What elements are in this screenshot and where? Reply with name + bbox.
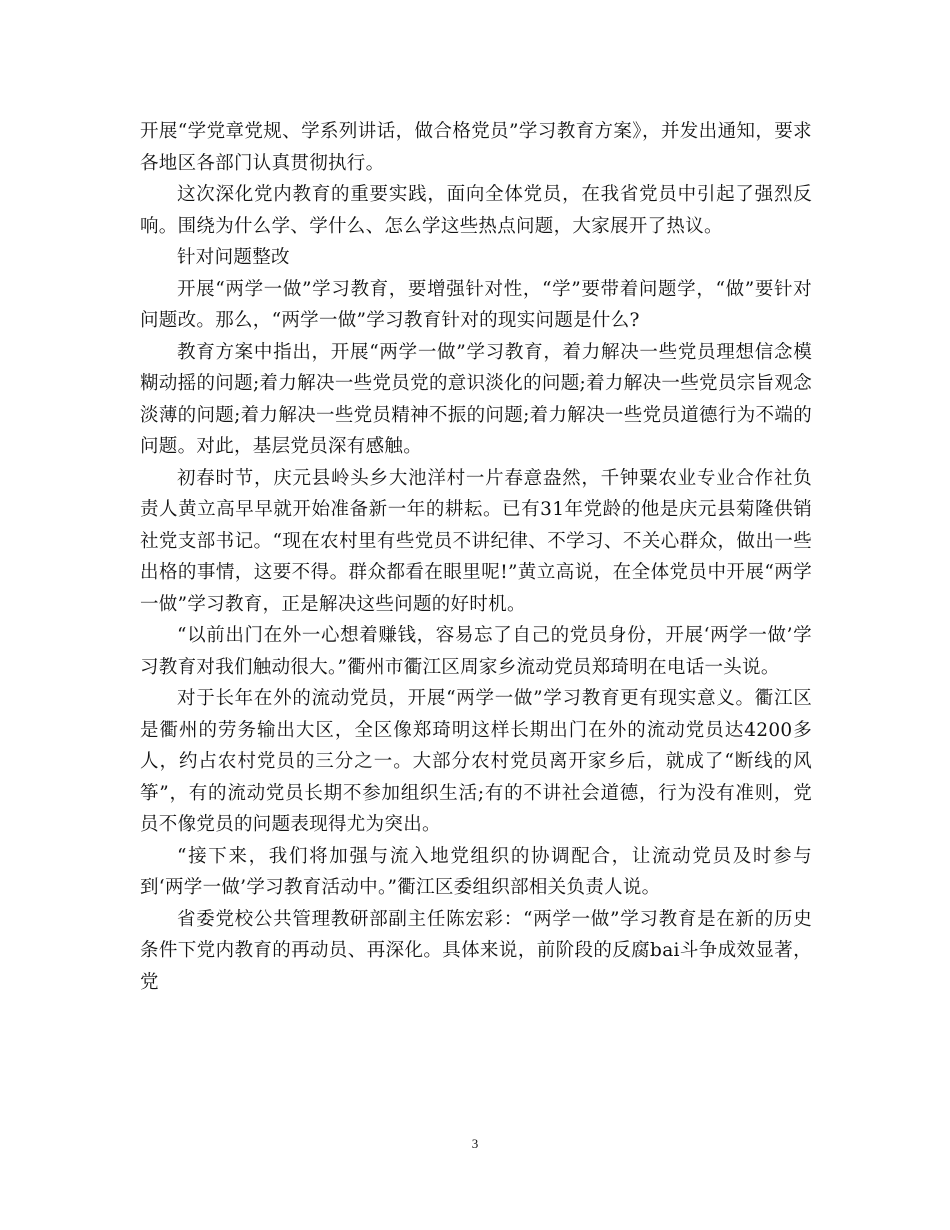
- paragraph-9: 省委党校公共管理教研部副主任陈宏彩：“两学一做”学习教育是在新的历史条件下党内教育的再动员、再深化。具体来说，前阶段的反腐bai斗争成效显著，党: [140, 908, 812, 993]
- section-heading: 针对问题整改: [177, 247, 290, 268]
- body-text: [140, 116, 812, 998]
- paragraph-3: 开展“两学一做”学习教育，要增强针对性，“学”要带着问题学，“做”要针对问题改。那么，“两学一做”学习教育针对的现实问题是什么?: [140, 278, 812, 331]
- paragraph-5: 初春时节，庆元县岭头乡大池洋村一片春意盎然，千钟粟农业专业合作社负责人黄立高早早就开始准备新一年的耕耘。已有31年党龄的他是庆元县菊隆供销社党支部书记。“现在农村里有些党员不讲纪律、不学习、不关心群众，做出一些出格的事情，这要不得。群众都看在眼里呢!”黄立高说，在全体党员中开展“两学一做”学习教育，正是解决这些问题的好时机。: [140, 467, 812, 615]
- paragraph-1: 开展“学党章党规、学系列讲话，做合格党员”学习教育方案》，并发出通知，要求各地区各部门认真贯彻执行。: [140, 121, 812, 174]
- page-number: 3: [471, 1136, 479, 1151]
- paragraph-6: “以前出门在外一心想着赚钱，容易忘了自己的党员身份，开展‘两学一做’学习教育对我们触动很大。”衢州市衢江区周家乡流动党员郑琦明在电话一头说。: [140, 625, 812, 678]
- paragraph-8: “接下来，我们将加强与流入地党组织的协调配合，让流动党员及时参与到‘两学一做’学习教育活动中。”衢江区委组织部相关负责人说。: [140, 845, 812, 898]
- paragraph-4: 教育方案中指出，开展“两学一做”学习教育，着力解决一些党员理想信念模糊动摇的问题;着力解决一些党员党的意识淡化的问题;着力解决一些党员宗旨观念淡薄的问题;着力解决一些党员精神不振的问题;着力解决一些党员道德行为不端的问题。对此，基层党员深有感触。: [140, 341, 812, 457]
- paragraph-2: 这次深化党内教育的重要实践，面向全体党员，在我省党员中引起了强烈反响。围绕为什么学、学什么、怎么学这些热点问题，大家展开了热议。: [140, 184, 812, 237]
- paragraph-7: 对于长年在外的流动党员，开展“两学一做”学习教育更有现实意义。衢江区是衢州的劳务输出大区，全区像郑琦明这样长期出门在外的流动党员达4200多人，约占农村党员的三分之一。大部分农村党员离开家乡后，就成了“断线的风筝”，有的流动党员长期不参加组织生活;有的不讲社会道德，行为没有准则，党员不像党员的问题表现得尤为突出。: [140, 688, 812, 835]
